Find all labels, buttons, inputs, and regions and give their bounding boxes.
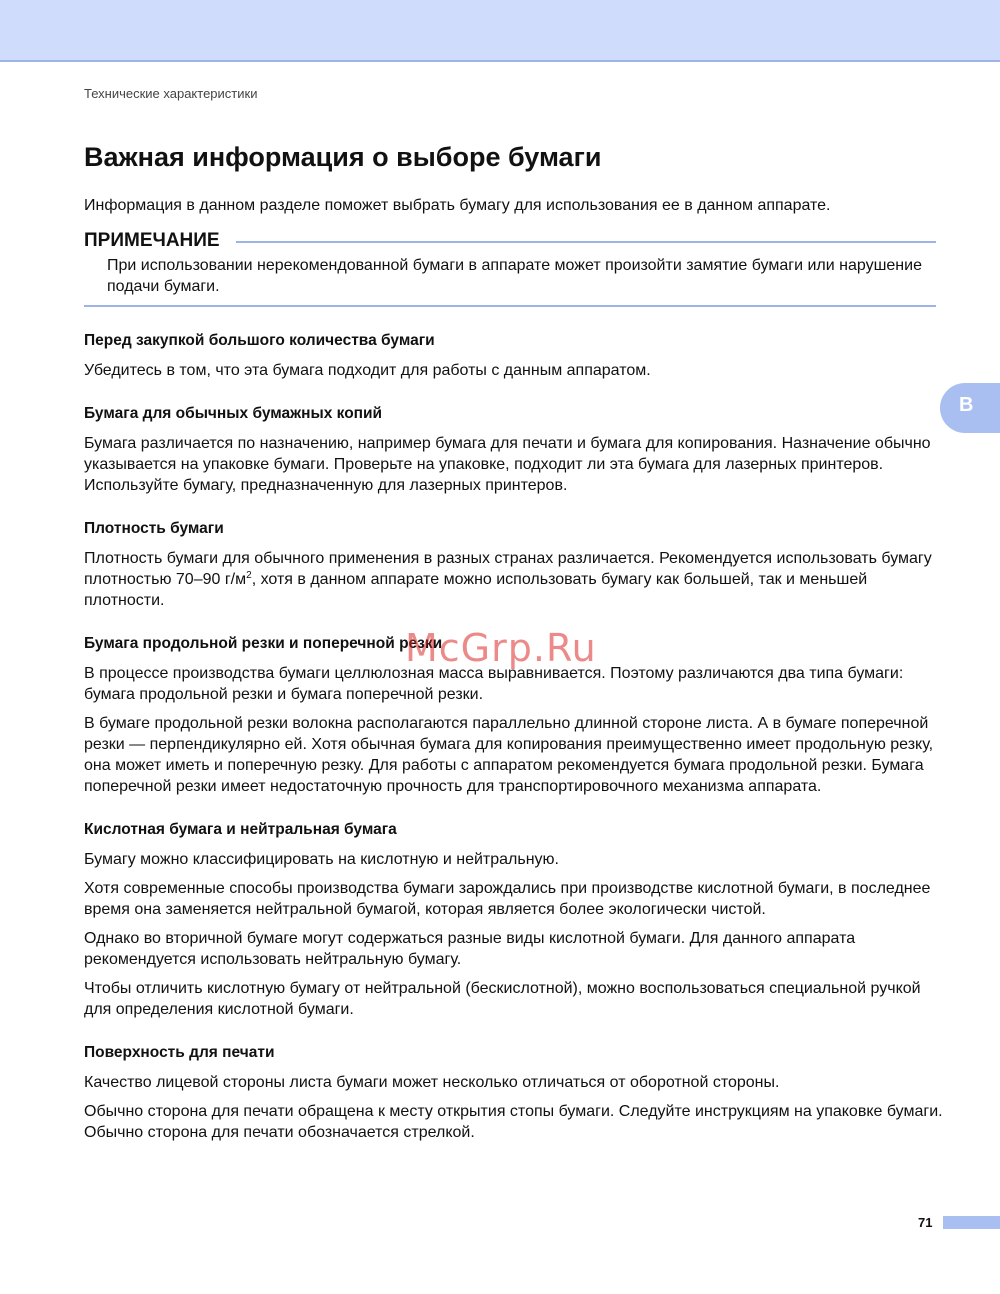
intro-paragraph: Информация в данном разделе поможет выбрать бумагу для использования ее в данном аппарате.: [84, 197, 831, 214]
section-paragraph: [84, 548, 944, 611]
page-number: 71: [918, 1215, 933, 1230]
section-paragraph: Чтобы отличить кислотную бумагу от нейтральной (бескислотной), можно воспользоваться специальной ручкой для определения кислотной бумаги.: [84, 980, 921, 1018]
chapter-tab-label: B: [959, 394, 974, 416]
section-paragraph: В бумаге продольной резки волокна располагаются параллельно длинной стороне листа. А в бумаге поперечной резки — перпендикулярно ей. Хотя обычная бумага для копирования преимущественно имеет продольную резку, она может иметь и поперечную резку. Для работы с аппаратом рекомендуется бумага продольной резки. Бумага поперечной резки имеет недостаточную прочность для транспортировочного механизма аппарата.: [84, 715, 934, 795]
note-box: [84, 229, 936, 307]
note-header: [84, 229, 936, 253]
section-heading: Перед закупкой большого количества бумаги: [84, 332, 435, 349]
section-heading: Бумага для обычных бумажных копий: [84, 405, 383, 422]
section-paragraph: Бумагу можно классифицировать на кислотную и нейтральную.: [84, 851, 559, 868]
section-paragraph: Убедитесь в том, что эта бумага подходит для работы с данным аппаратом.: [84, 362, 651, 379]
chapter-tab: [940, 383, 1000, 433]
section-bulk-purchase: [84, 331, 944, 381]
section-paragraph: Бумага различается по назначению, например бумага для печати и бумага для копирования. Назначение обычно указывается на упаковке бумаги. Проверьте на упаковке, подходит ли эта бумага для лазерных принтеров. Используйте бумагу, предназначенную для лазерных принтеров.: [84, 435, 931, 494]
watermark: McGrp.Ru: [405, 626, 597, 670]
density-text-before: Плотность бумаги для обычного применения в разных странах различается. Рекомендуется использовать бумагу плотностью 70–90 г/м: [84, 550, 932, 588]
section-acid-neutral: [84, 820, 944, 1020]
section-paragraph: Однако во вторичной бумаге могут содержаться разные виды кислотной бумаги. Для данного аппарата рекомендуется использовать нейтральную бумагу.: [84, 930, 856, 968]
section-paragraph: Качество лицевой стороны листа бумаги может несколько отличаться от оборотной стороны.: [84, 1074, 780, 1091]
section-print-surface: [84, 1043, 944, 1143]
header-band: [0, 0, 1000, 62]
section-heading: Бумага продольной резки и поперечной резки: [84, 635, 443, 652]
density-superscript: 2: [246, 570, 252, 581]
content: [84, 331, 944, 1151]
page-number-bar: [943, 1216, 1000, 1229]
page-title: Важная информация о выборе бумаги: [84, 142, 602, 172]
section-paper-weight: [84, 519, 944, 611]
section-paragraph: Обычно сторона для печати обращена к месту открытия стопы бумаги. Следуйте инструкциям на упаковке бумаги. Обычно сторона для печати обозначается стрелкой.: [84, 1103, 943, 1141]
density-text-after: , хотя в данном аппарате можно использовать бумагу как большей, так и меньшей плотности.: [84, 571, 868, 609]
section-plain-paper: [84, 404, 944, 496]
note-bottom-divider: [84, 305, 936, 307]
section-paragraph: В процессе производства бумаги целлюлозная масса выравнивается. Поэтому различаются два типа бумаги: бумага продольной резки и бумага поперечной резки.: [84, 665, 904, 703]
section-heading: Плотность бумаги: [84, 520, 224, 537]
section-heading: Кислотная бумага и нейтральная бумага: [84, 821, 397, 838]
section-paragraph: Хотя современные способы производства бумаги зарождались при производстве кислотной бумаги, в последнее время она заменяется нейтральной бумагой, которая является более экологически чистой.: [84, 880, 931, 918]
running-header: Технические характеристики: [84, 86, 258, 101]
note-label: ПРИМЕЧАНИЕ: [84, 230, 220, 251]
section-heading: Поверхность для печати: [84, 1044, 275, 1061]
note-divider: [236, 241, 936, 243]
note-text: При использовании нерекомендованной бумаги в аппарате может произойти замятие бумаги или нарушение подачи бумаги.: [107, 257, 922, 295]
